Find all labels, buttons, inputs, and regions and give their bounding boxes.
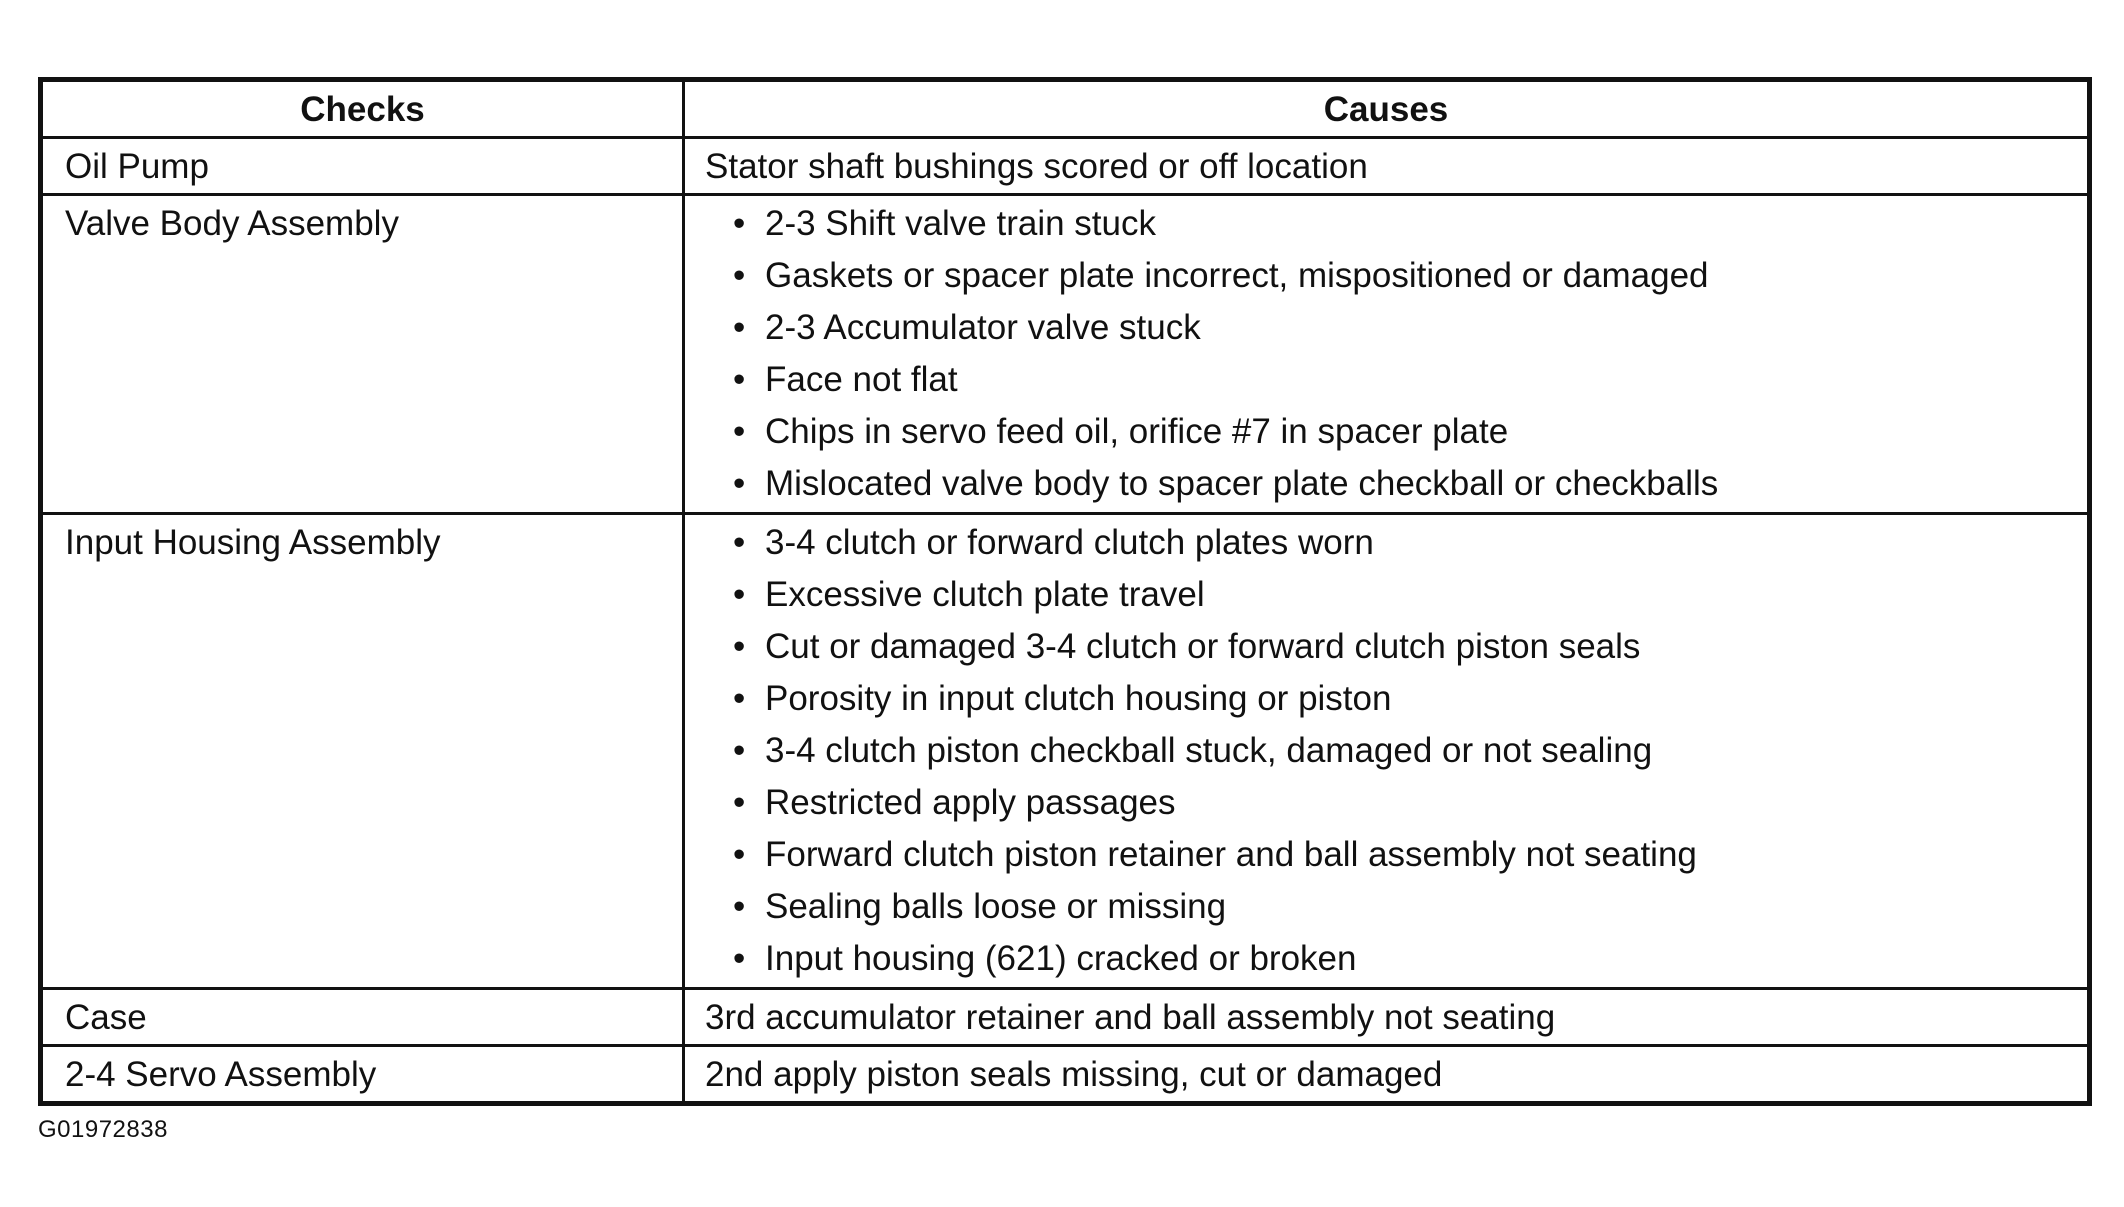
check-cell: Oil Pump [41,138,684,195]
table-row [41,195,2090,514]
table-row [41,514,2090,989]
cause-item: • 3-4 clutch piston checkball stuck, damaged or not sealing [733,725,2077,777]
causes-cell: Stator shaft bushings scored or off location [684,138,2090,195]
cause-item: • Face not flat [733,354,2077,406]
cause-item: • Forward clutch piston retainer and ball assembly not seating [733,829,2077,881]
header-checks: Checks [41,80,684,138]
diagnosis-table-container [38,77,2092,1106]
table-body [41,138,2090,1104]
cause-list [733,198,2077,510]
table-row [41,1046,2090,1104]
check-cell: Valve Body Assembly [41,195,684,514]
cause-item: • Restricted apply passages [733,777,2077,829]
check-cell: 2-4 Servo Assembly [41,1046,684,1104]
header-causes: Causes [684,80,2090,138]
cause-item: • Gaskets or spacer plate incorrect, mispositioned or damaged [733,250,2077,302]
diagnosis-table [38,77,2092,1106]
cause-item: • 3-4 clutch or forward clutch plates worn [733,517,2077,569]
table-row [41,138,2090,195]
check-cell: Case [41,989,684,1046]
causes-cell [684,195,2090,514]
cause-item: • Chips in servo feed oil, orifice #7 in spacer plate [733,406,2077,458]
cause-list [733,517,2077,985]
header-row [41,80,2090,138]
causes-cell: 3rd accumulator retainer and ball assembly not seating [684,989,2090,1046]
cause-item: • Sealing balls loose or missing [733,881,2077,933]
cause-item: • Mislocated valve body to spacer plate checkball or checkballs [733,458,2077,510]
causes-cell: 2nd apply piston seals missing, cut or damaged [684,1046,2090,1104]
cause-item: • Excessive clutch plate travel [733,569,2077,621]
cause-item: • 2-3 Shift valve train stuck [733,198,2077,250]
table-row [41,989,2090,1046]
cause-item: • Porosity in input clutch housing or piston [733,673,2077,725]
cause-item: • 2-3 Accumulator valve stuck [733,302,2077,354]
figure-id: G01972838 [38,1116,168,1143]
cause-item: • Input housing (621) cracked or broken [733,933,2077,985]
cause-item: • Cut or damaged 3-4 clutch or forward clutch piston seals [733,621,2077,673]
check-cell: Input Housing Assembly [41,514,684,989]
causes-cell [684,514,2090,989]
